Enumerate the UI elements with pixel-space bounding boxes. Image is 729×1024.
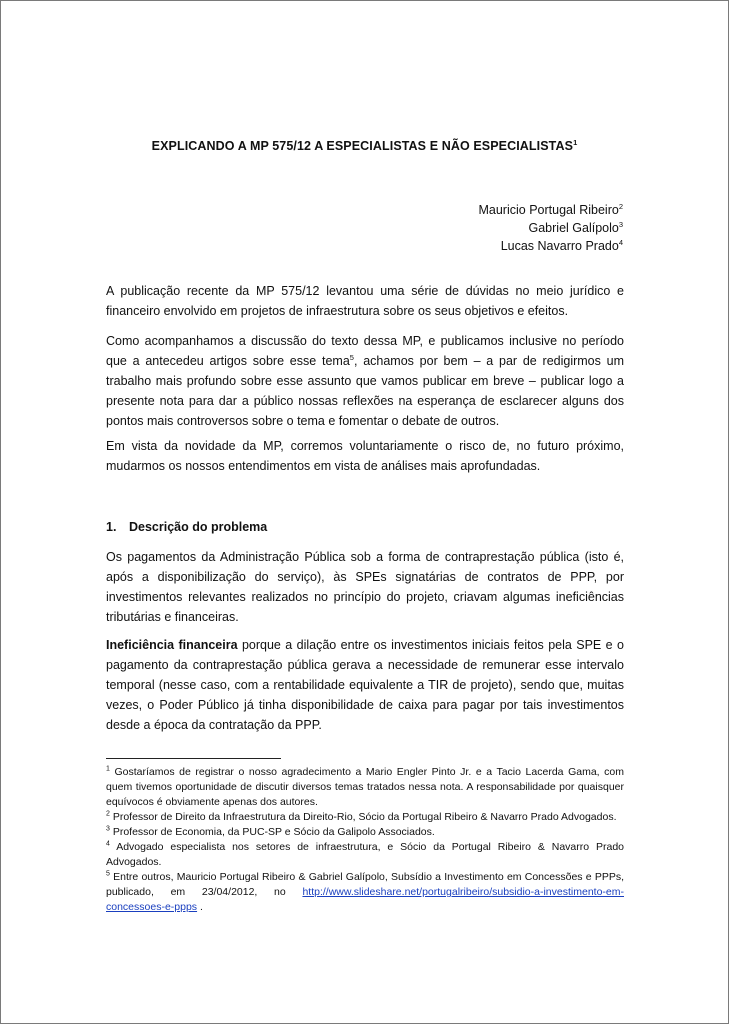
author-footnote-marker: 3 <box>618 219 623 229</box>
section-heading <box>106 517 624 537</box>
footnote-separator <box>106 758 281 759</box>
slideshare-link[interactable]: http://www.slideshare.net/portugalribeiro/subsidio-a-investimento-em-concessoes-e-ppps <box>106 886 624 913</box>
author-line <box>478 237 623 255</box>
author-list <box>478 201 623 255</box>
author-line <box>478 201 623 219</box>
footnote-text: Professor de Direito da Infraestrutura da Direito-Rio, Sócio da Portugal Ribeiro & Navarro Prado Advogados. <box>109 811 617 823</box>
intro-paragraph-1: A publicação recente da MP 575/12 levantou uma série de dúvidas no meio jurídico e financeiro envolvido em projetos de infraestrutura sobre os seus objetivos e efeitos. <box>106 284 624 318</box>
title-text: EXPLICANDO A MP 575/12 A ESPECIALISTAS E NÃO ESPECIALISTAS <box>151 139 574 153</box>
section-paragraph-1: Os pagamentos da Administração Pública sob a forma de contraprestação pública (isto é, após a disponibilização do serviço), às SPEs signatárias de contratos de PPP, por investimentos relevantes realizados no princípio do projeto, criavam algumas ineficiências tributárias e financeiras. <box>106 550 624 624</box>
footnote <box>106 765 624 810</box>
footnote-number: 1 <box>106 765 110 773</box>
author-name: Gabriel Galípolo <box>528 221 619 235</box>
footnote-text: Advogado especialista nos setores de infraestrutura, e Sócio da Portugal Ribeiro & Navarro Prado Advogados. <box>106 841 624 868</box>
footnote-number: 2 <box>106 810 110 818</box>
footnote-number: 5 <box>106 870 110 878</box>
footnote-marker: 5 <box>349 352 354 362</box>
section-number: 1. <box>106 520 117 534</box>
document-title <box>1 139 728 153</box>
paragraph-text: , achamos por bem – a par de redigirmos um trabalho mais profundo sobre esse assunto que vamos publicar em breve – publicar logo a presente nota para dar a público nossas reflexões na esperança de esclarecer alguns dos pontos mais controversos sobre o tema e fomentar o debate de outros. <box>106 354 625 428</box>
author-name: Lucas Navarro Prado <box>500 239 619 253</box>
footnote <box>106 810 624 825</box>
footnote <box>106 870 636 915</box>
paragraph-text: porque a dilação entre os investimentos iniciais feitos pela SPE e o pagamento da contraprestação pública gerava a necessidade de remunerar esse intervalo temporal (nesse caso, com a rentabilidade equivalente a TIR de projeto), sendo que, muitas vezes, o Poder Público já tinha disponibilidade de caixa para pagar por tais investimentos desde a época da contratação da PPP. <box>106 638 624 732</box>
author-footnote-marker: 2 <box>618 201 623 211</box>
section-paragraph-2 <box>106 635 624 735</box>
section-title: Descrição do problema <box>129 520 268 534</box>
intro-paragraph-2 <box>106 331 624 431</box>
author-name: Mauricio Portugal Ribeiro <box>478 203 619 217</box>
footnote-number: 4 <box>106 840 110 848</box>
footnotes <box>106 765 636 915</box>
author-line <box>478 219 623 237</box>
author-footnote-marker: 4 <box>618 237 623 247</box>
footnote-text: Gostaríamos de registrar o nosso agradecimento a Mario Engler Pinto Jr. e a Tacio Lacerda Gama, com quem tivemos oportunidade de discutir diversos temas tratados nessa nota. A responsabilidade por quaisquer equívocos é obviamente apenas dos autores. <box>106 766 624 808</box>
title-footnote-marker: 1 <box>573 137 578 147</box>
paragraph-text: Como acompanhamos a discussão do texto dessa MP, e publicamos inclusive no período que a antecedeu artigos sobre esse tema <box>106 334 624 368</box>
document-page <box>1 1 728 1023</box>
footnote-text: . <box>197 901 203 913</box>
intro-paragraph-3: Em vista da novidade da MP, corremos voluntariamente o risco de, no futuro próximo, mudarmos os nossos entendimentos em vista de análises mais aprofundadas. <box>106 439 624 473</box>
footnote <box>106 825 624 840</box>
footnote-number: 3 <box>106 825 110 833</box>
footnote <box>106 840 624 870</box>
bold-term: Ineficiência financeira <box>106 638 238 652</box>
footnote-text: Professor de Economia, da PUC-SP e Sócio da Galipolo Associados. <box>109 826 435 838</box>
footnote-text: Entre outros, Mauricio Portugal Ribeiro & Gabriel Galípolo, Subsídio a Investimento em Concessões e PPPs, publicado, em 23/04/2012, no <box>106 871 636 898</box>
